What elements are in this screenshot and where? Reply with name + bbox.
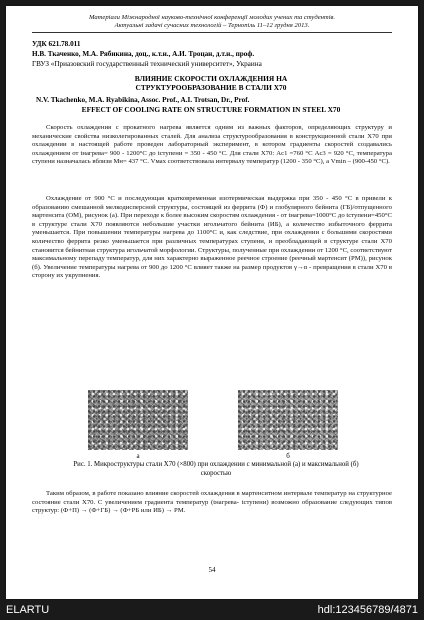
header-line-2: Актуальні задачі сучасних технологій – Тернопіль 11–12 грудня 2013. (114, 22, 310, 29)
header-divider (32, 32, 392, 33)
document-page (6, 6, 418, 599)
title-ru-line-2: СТРУКТУРООБРАЗОВАНИЕ В СТАЛИ Х70 (135, 83, 287, 92)
figure-label-a: а (136, 452, 140, 460)
title-ru-line-1: ВЛИЯНИЕ СКОРОСТИ ОХЛАЖДЕНИЯ НА (134, 74, 288, 83)
micrograph-a (88, 390, 188, 450)
authors-en: N.V. Tkachenko, M.A. Ryabikina, Assoc. Prof., A.I. Trotsan, Dr., Prof. (36, 96, 250, 104)
paragraph-text: Охлаждение от 900 °С и последующая кратковременная изотермическая выдержка при 350 - 450 °С в привели к образованию смешанной мелкодисперсной структуры, состоящей из феррита (Ф) и глобулярного бейнита (ГБ)/отпущенного мартенсита (ОМ), рисунок (а). При переходе к более высоким скоростям охлаждения - от tнагрева=1000°С до tступени=450°С в структуре стали Х70 появляются небольшие участки игольчатого бейнита (ИБ), а количество избыточного феррита уменьшается. При повышении температуры нагрева до 1100°С и, как следствие, при охлаждении с большими скоростями количество феррита резко уменьшается при различных температурах ступени, и преобладающей в структуре стали Х70 становится бейнитная структура игольчатой морфологии. Структуры, полученные при охлаждении от 1200 °С, соответствуют максимальному перепаду температур, для них характерно выраженное реечное строение (реечный мартенсит (РМ)), рисунок (б). Увеличение температуры нагрева от 900 до 1200 °С влияет также на размер продуктов γ→α - превращения в стали Х70 в сторону их укрупнения. (32, 195, 392, 280)
paragraph-text: Скорость охлаждения с прокатного нагрева является одним из важных факторов, определяющих структуру и механические свойства низколегированных сталей. Для анализа структурообразования в конструкционной стали Х70 при охлаждении в настоящей работе проведен лабораторный эксперимент, в котором градиенты скоростей создавались охлаждением от tнагрева= 900 - 1200°С до tступени = 350 - 450 °С. Для стали Х70: Ac1 =760 °С Ac3 = 920 °С, температура ступени назначалась вблизи Мн= 437 °С. Vмах соответствовала интервалу температур (1200 - 350 °С), а Vmin – (900-450 °С). (32, 124, 392, 166)
micrograph-b (238, 390, 338, 450)
repository-name: ELARTU (6, 604, 50, 616)
handle-identifier: hdl:123456789/4871 (317, 604, 418, 616)
conference-header (32, 14, 392, 30)
figure-caption: Рис. 1. Микроструктуры стали Х70 (×800) при охлаждении с минимальной (а) и максимальной (б) скоростью (73, 461, 359, 477)
paragraph-text: Таким образом, в работе показано влияние скоростей охлаждения в мартенситном интервале температур на структурное состояние стали Х70. С увеличением градиента температур (tнагрева- tступени) возможно образование следующих типов структур: (Ф+П) → (Ф+ГБ) → (Ф+РБ или ИБ) → РМ. (32, 490, 392, 515)
authors-ru: Н.В. Ткаченко, М.А. Рябикина, доц., к.т.н., А.И. Троцан, д.т.н., проф. (32, 50, 255, 58)
title-ru (46, 74, 376, 92)
page-number: 54 (208, 566, 216, 574)
figure-micrographs (88, 390, 338, 450)
udk-code: УДК 621.78.011 (32, 40, 81, 48)
title-en: EFFECT OF COOLING RATE ON STRUCTURE FORMATION IN STEEL X70 (81, 105, 341, 114)
body-paragraph-2 (32, 195, 392, 281)
header-line-1: Матеріали Міжнародної науково-технічної конференції молодих учених та студентів. (88, 14, 336, 21)
figure-label-b: б (286, 452, 290, 460)
body-paragraph-1 (32, 124, 392, 167)
affiliation-ru: ГВУЗ «Приазовский государственный технический университет», Украина (32, 60, 262, 68)
body-paragraph-3 (32, 490, 392, 516)
viewer-footer (0, 600, 424, 620)
